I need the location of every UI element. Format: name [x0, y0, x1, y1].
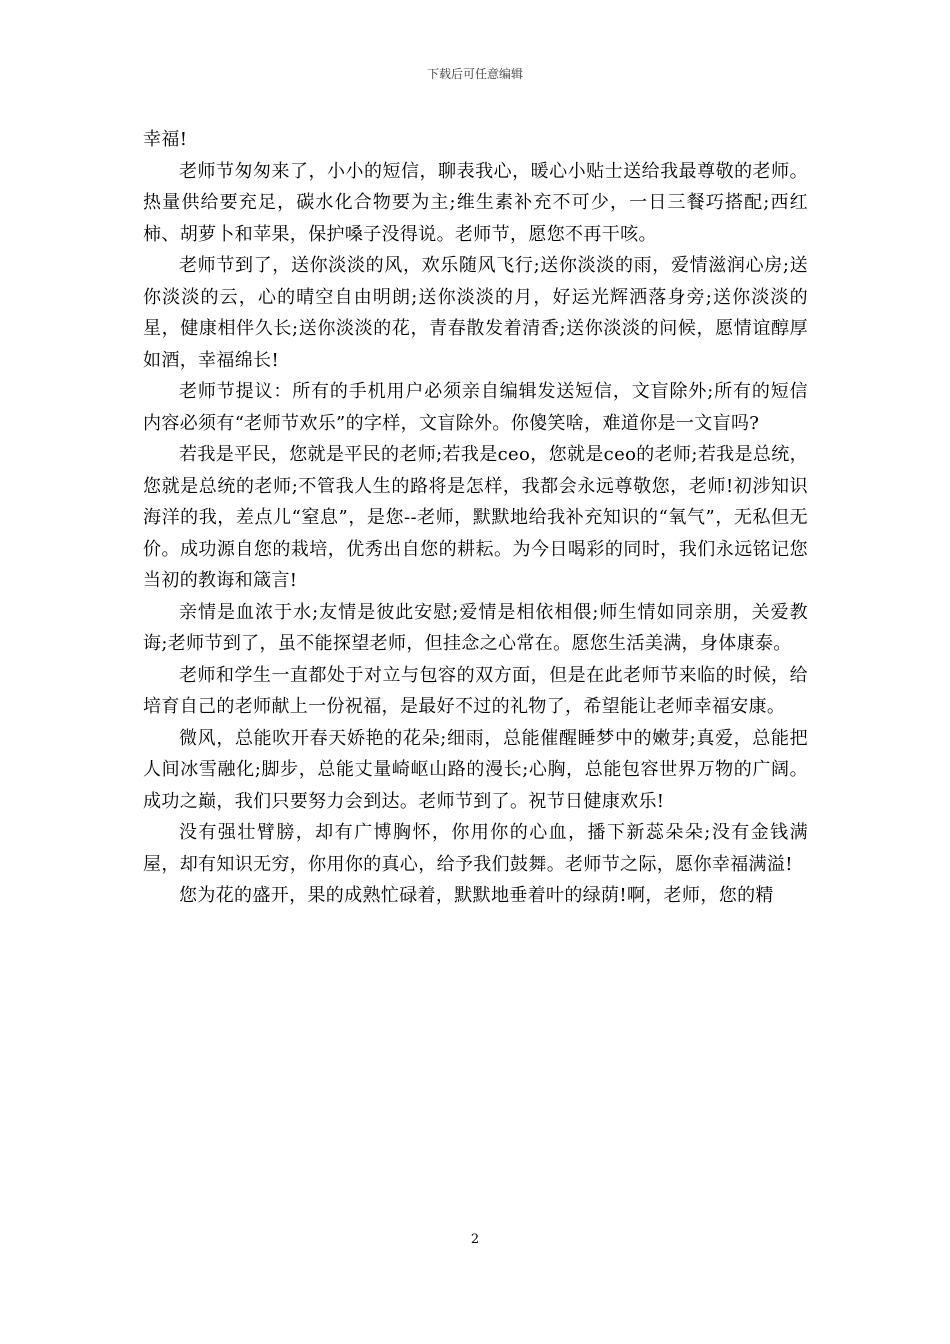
paragraph: 微风，总能吹开春天娇艳的花朵;细雨，总能催醒睡梦中的嫩芽;真爱，总能把人间冰雪融化;脚步，总能丈量崎岖山路的漫长;心胸，总能包容世界万物的广阔。成功之巅，我们只要努力会到达。老师节到了。祝节日健康欢乐! [143, 727, 808, 812]
paragraph: 您为花的盛开，果的成熟忙碌着，默默地垂着叶的绿荫!啊，老师，您的精 [179, 885, 774, 906]
paragraph: 亲情是血浓于水;友情是彼此安慰;爱情是相依相偎;师生情如同亲朋，关爱教诲;老师节到了，虽不能探望老师，但挂念之心常在。愿您生活美满，身体康泰。 [143, 601, 808, 654]
paragraph: 老师节提议：所有的手机用户必须亲自编辑发送短信，文盲除外;所有的短信内容必须有“老师节欢乐”的字样，文盲除外。你傻笑啥，难道你是一文盲吗? [143, 381, 808, 434]
paragraph-continued: 幸福! [143, 129, 188, 150]
paragraph: 没有强壮臂膀，却有广博胸怀，你用你的心血，播下新蕊朵朵;没有金钱满屋，却有知识无穷，你用你的真心，给予我们鼓舞。老师节之际，愿你幸福满溢! [143, 822, 808, 875]
paragraph: 若我是平民，您就是平民的老师;若我是ceo，您就是ceo的老师;若我是总统，您就是总统的老师;不管我人生的路将是怎样，我都会永远尊敬您，老师!初涉知识海洋的我，差点儿“窒息”，是您--老师，默默地给我补充知识的“氧气”，无私但无价。成功源自您的栽培，优秀出自您的耕耘。为今日喝彩的同时，我们永远铭记您当初的教诲和箴言! [143, 444, 808, 591]
document-body [143, 124, 808, 912]
paragraph: 老师节到了，送你淡淡的风，欢乐随风飞行;送你淡淡的雨，爱情滋润心房;送你淡淡的云，心的晴空自由明朗;送你淡淡的月，好运光辉洒落身旁;送你淡淡的星，健康相伴久长;送你淡淡的花，青春散发着清香;送你淡淡的问候，愿情谊醇厚如酒，幸福绵长! [143, 255, 808, 371]
page-number: 2 [470, 1232, 480, 1247]
page-header-note: 下载后可任意编辑 [426, 67, 523, 81]
paragraph: 老师和学生一直都处于对立与包容的双方面，但是在此老师节来临的时候，给培育自己的老师献上一份祝福，是最好不过的礼物了，希望能让老师幸福安康。 [143, 664, 808, 717]
paragraph: 老师节匆匆来了，小小的短信，聊表我心，暖心小贴士送给我最尊敬的老师。热量供给要充足，碳水化合物要为主;维生素补充不可少，一日三餐巧搭配;西红柿、胡萝卜和苹果，保护嗓子没得说。老师节，愿您不再干咳。 [143, 160, 808, 245]
